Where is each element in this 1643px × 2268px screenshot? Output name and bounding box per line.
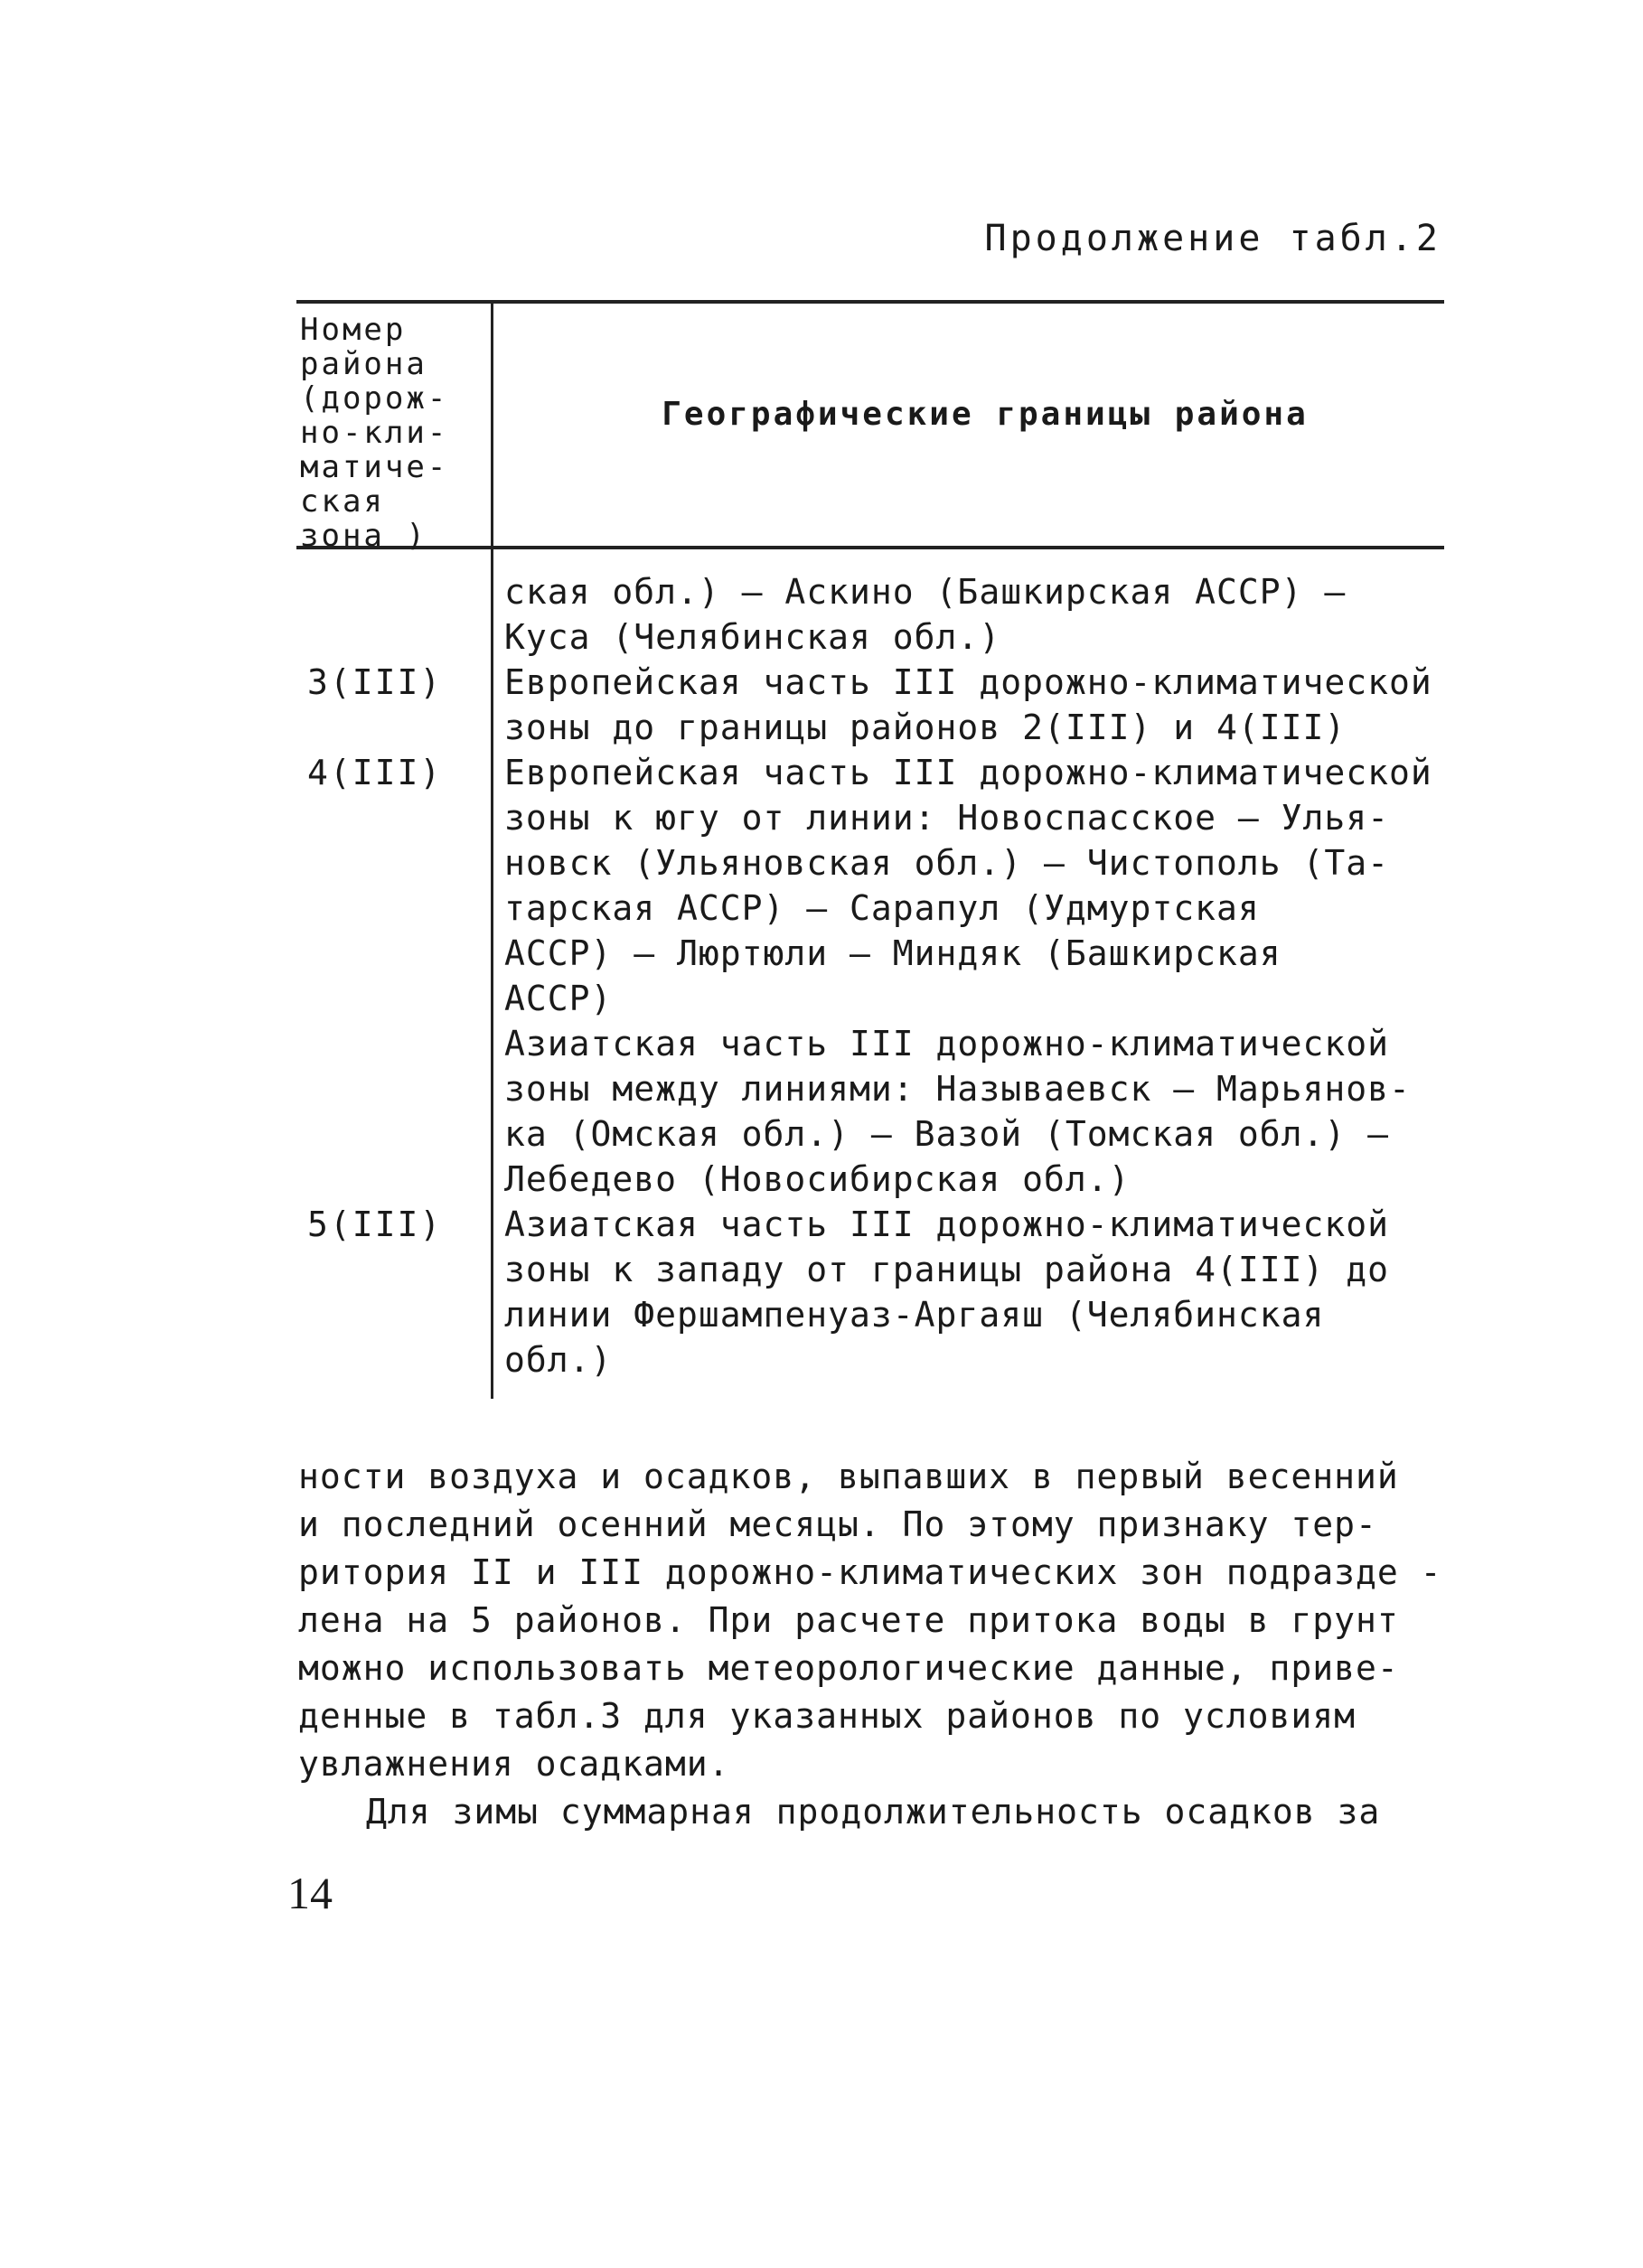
cell-line: тарская АССР) – Сарапул (Удмуртская	[504, 888, 1260, 928]
body-line: денные в табл.3 для указанных районов по условиям	[298, 1696, 1357, 1736]
table-row-continuation	[504, 569, 1453, 660]
body-line: Для зимы суммарная продолжительность осадков за	[366, 1792, 1381, 1832]
header-line: матиче-	[300, 449, 449, 485]
header-line: Номер	[300, 312, 407, 348]
cell-line: обл.)	[504, 1340, 613, 1380]
body-line: увлажнения осадками.	[298, 1744, 730, 1784]
header-line: но-кли-	[300, 415, 449, 451]
table-row-zone-3	[504, 660, 1453, 750]
cell-line: Европейская часть III дорожно-климатической	[504, 753, 1432, 792]
header-line: ская	[300, 483, 385, 520]
cell-line: зоны между линиями: Называевск – Марьянов-	[504, 1069, 1411, 1109]
body-line: можно использовать метеорологические данные, приве-	[298, 1648, 1399, 1688]
zone-number-3: 3(III)	[307, 662, 443, 702]
table-row-zone-4	[504, 750, 1453, 1202]
body-paragraph	[298, 1453, 1455, 1836]
header-line: (дорож-	[300, 380, 449, 417]
cell-line: Европейская часть III дорожно-климатической	[504, 662, 1432, 702]
header-line: района	[300, 346, 427, 382]
column-header-zone-number	[300, 313, 481, 553]
cell-line: АССР)	[504, 979, 613, 1018]
table-caption: Продолжение табл.2	[984, 218, 1441, 259]
cell-line: новск (Ульяновская обл.) – Чистополь (Та-	[504, 843, 1389, 883]
table-top-rule	[296, 300, 1444, 304]
cell-line: зоны к западу от границы района 4(III) до	[504, 1250, 1389, 1289]
page-number: 14	[287, 1868, 333, 1918]
cell-line: Азиатская часть III дорожно-климатической	[504, 1024, 1389, 1064]
cell-line: линии Фершампенуаз-Аргаяш (Челябинская	[504, 1295, 1325, 1335]
table-column-divider	[491, 302, 493, 1399]
body-line: и последний осенний месяцы. По этому признаку тер-	[298, 1504, 1377, 1544]
header-line: зона )	[300, 518, 427, 554]
cell-line: Азиатская часть III дорожно-климатической	[504, 1204, 1389, 1244]
body-line: ности воздуха и осадков, выпавших в первый весенний	[298, 1457, 1399, 1496]
body-line: лена на 5 районов. При расчете притока воды в грунт	[298, 1600, 1399, 1640]
cell-line: зоны к югу от линии: Новоспасское – Улья-	[504, 798, 1389, 838]
cell-line: Куса (Челябинская обл.)	[504, 617, 1001, 657]
cell-line: АССР) – Люртюли – Миндяк (Башкирская	[504, 933, 1282, 973]
cell-line: ка (Омская обл.) – Вазой (Томская обл.) –	[504, 1114, 1389, 1154]
column-header-boundaries: Географические границы района	[662, 396, 1309, 433]
table-row-zone-5	[504, 1202, 1453, 1382]
body-line: ритория II и III дорожно-климатических зон подразде -	[298, 1552, 1442, 1592]
cell-line: зоны до границы районов 2(III) и 4(III)	[504, 708, 1347, 747]
cell-line: Лебедево (Новосибирская обл.)	[504, 1159, 1131, 1199]
zone-number-5: 5(III)	[307, 1204, 443, 1244]
cell-line: ская обл.) – Аскино (Башкирская АССР) –	[504, 572, 1347, 612]
zone-number-4: 4(III)	[307, 753, 443, 792]
